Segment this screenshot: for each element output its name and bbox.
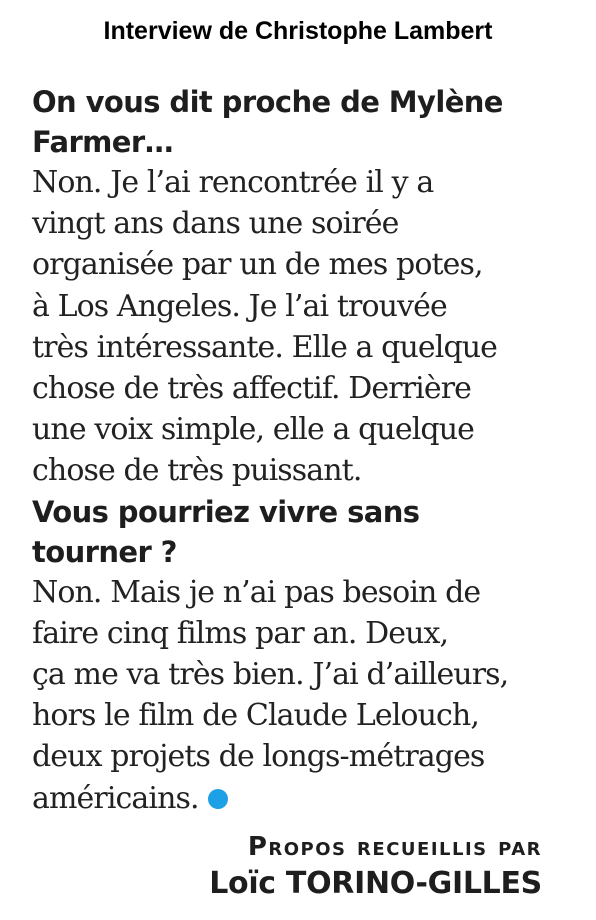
answer-line: à Los Angeles. Je l’ai trouvée — [32, 288, 447, 324]
question-line: On vous dit proche de Mylène — [32, 85, 503, 119]
page-title: Interview de Christophe Lambert — [103, 17, 493, 45]
answer-line: Non. Je l’ai rencontrée il y a — [32, 165, 434, 200]
question-line: Vous pourriez vivre sans — [32, 494, 420, 529]
answer-line: vingt ans dans une soirée — [32, 206, 399, 242]
answer-line-text: américains. — [32, 780, 199, 816]
question-line: tourner ? — [32, 534, 177, 569]
answer-block — [32, 572, 592, 819]
answer-line: très intéressante. Elle a quelque — [32, 329, 498, 365]
answer-block — [32, 162, 592, 492]
answer-line: ça me va très bien. J’ai d’ailleurs, — [32, 657, 509, 693]
answer-line-last — [32, 778, 592, 819]
question-block — [32, 492, 592, 572]
answer-line: faire cinq films par an. Deux, — [32, 615, 449, 651]
answer-line: Non. Mais je n’ai pas besoin de — [32, 574, 481, 610]
answer-line: hors le film de Claude Lelouch, — [32, 698, 479, 734]
question-block — [32, 82, 592, 162]
answer-line: chose de très puissant. — [32, 453, 362, 489]
credit-label: Propos recueillis par — [247, 832, 542, 862]
answer-line: une voix simple, elle a quelque — [32, 412, 474, 448]
end-of-article-dot-icon — [208, 789, 228, 809]
author-credit — [209, 830, 542, 904]
answer-line: deux projets de longs-métrages — [32, 739, 485, 775]
question-line: Farmer… — [32, 125, 173, 159]
interview-article — [32, 82, 592, 819]
author-name: Loïc TORINO-GILLES — [209, 866, 542, 901]
answer-line: organisée par un de mes potes, — [32, 247, 483, 283]
answer-line: chose de très affectif. Derrière — [32, 371, 471, 407]
